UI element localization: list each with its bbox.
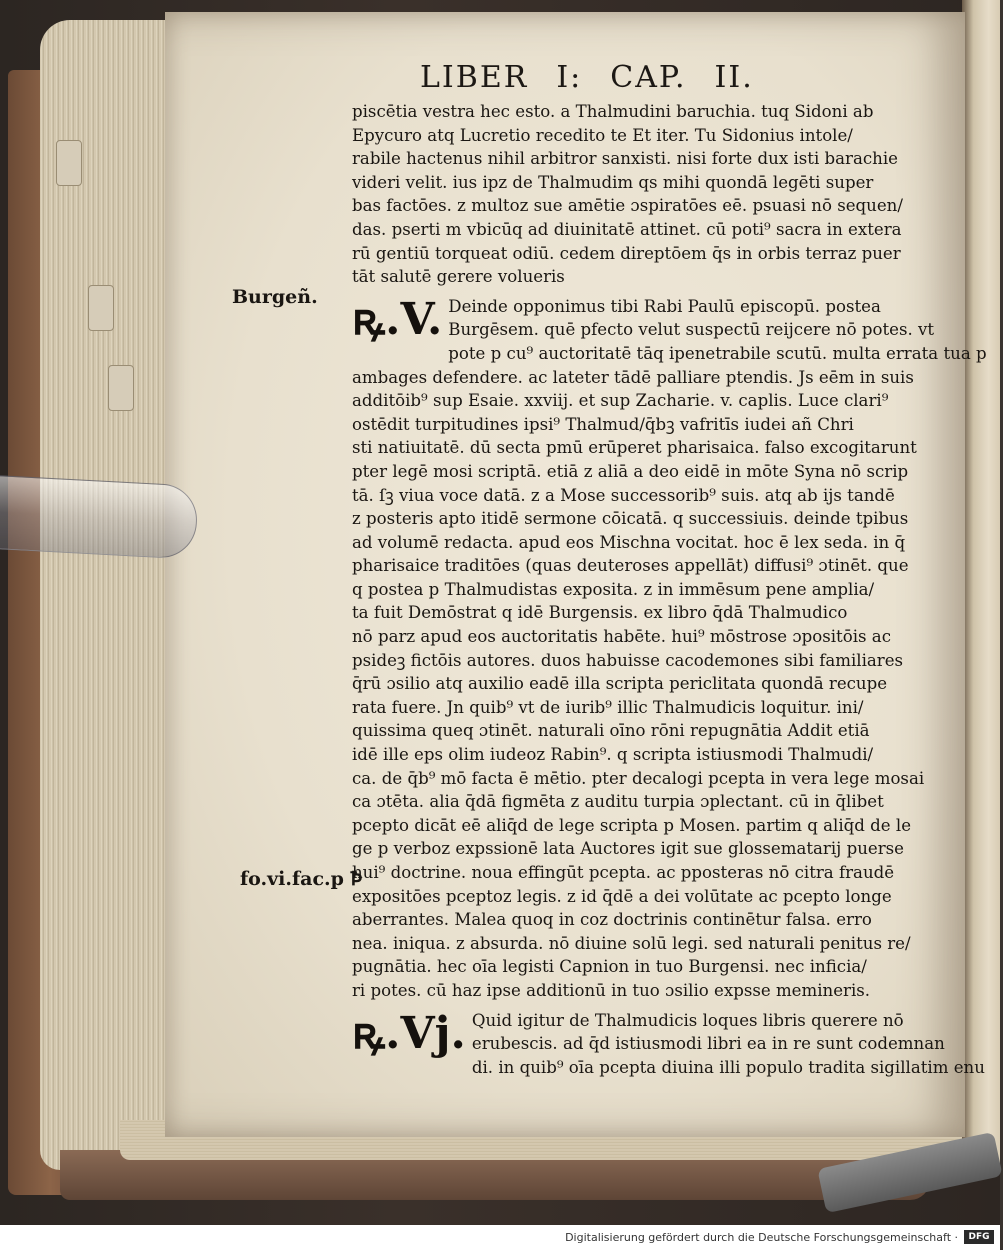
text-line: q postea p Thalmudistas exposita. z in immēsum pene amplia/	[352, 579, 875, 599]
text-line: ad volumē redacta. apud eos Mischna vocitat. hoc ē lex seda. in q̄	[352, 532, 906, 552]
text-line: psideꝫ fictōis autores. duos habuisse cacodemones sibi familiares	[352, 650, 904, 670]
text-line: nea. iniqua. z absurda. nō diuine solū legi. sed naturali penitus re/	[352, 933, 911, 953]
text-line: das. pserti m vbicūq ad diuinitatē attinet. cū poti⁹ sacra in extera	[352, 219, 902, 239]
text-line: videri velit. ius ipz de Thalmudim qs mihi quondā legēti super	[352, 172, 874, 192]
text-line: ostēdit turpitudines ipsi⁹ Thalmud/q̄bꝫ vafritīs iudei añ Chri	[352, 414, 854, 434]
text-line: ri potes. cū haz ipse additionū in tuo ɔsilio expsse memineris.	[352, 980, 871, 1000]
text-line: bas factōes. z multoz sue amētie ɔspiratōes eē. psuasi nō sequen/	[352, 196, 903, 216]
text-line: ta fuit Demōstrat q idē Burgensis. ex libro q̄dā Thalmudico	[352, 603, 848, 623]
dfg-logo: DFG	[964, 1230, 994, 1244]
page-tab	[88, 285, 114, 331]
text-line: q̄rū ɔsilio atq auxilio eadē illa scripta periclitata quondā recupe	[352, 674, 888, 694]
margin-note-folio: fo.vi.fac.p Ꝥ	[240, 868, 363, 890]
running-head	[420, 60, 782, 95]
text-line: rū gentiū torqueat odiū. cedem direptōem q̄s in orbis terraz puer	[352, 243, 901, 263]
running-head-cap: CAP.	[610, 60, 687, 95]
margin-note-burgen: Burgeñ.	[232, 286, 318, 308]
section-vi-initial: ꝶ.Vj.	[352, 1007, 466, 1059]
text-line: tāt salutē gerere volueris	[352, 267, 565, 287]
text-line: ca ɔtēta. alia q̄dā figmēta z auditu turpia ɔplectant. cū in q̄libet	[352, 792, 884, 812]
page-tab	[108, 365, 134, 411]
text-line: tā. ſꝫ viua voce datā. z a Mose successorib⁹ suis. atq ab ijs tandē	[352, 485, 895, 505]
text-line: expositōes pceptoz legis. z id q̄dē a dei volūtate ac pcepto longe	[352, 886, 892, 906]
text-line: quissima queq ɔtinēt. naturali oīno rōni repugnātia Addit etiā	[352, 721, 870, 741]
text-line: piscētia vestra hec esto. a Thalmudini baruchia. tuq Sidoni ab	[352, 102, 874, 121]
text-line: pote p cu⁹ auctoritatē tāq ipenetrabile scutū. multa errata tua p	[448, 343, 987, 363]
text-line: sti natiuitatē. dū secta pmū erūperet pharisaica. falso excogitarunt	[352, 438, 917, 458]
section-vi	[352, 1007, 985, 1080]
intro-paragraph	[352, 100, 903, 289]
text-line: ca. de q̄b⁹ mō facta ē mētio. pter decalogi pcepta in vera lege mosai	[352, 768, 925, 788]
text-line: Epycuro atq Lucretio recedito te Et iter. Tu Sidonius intole/	[352, 125, 853, 145]
text-line: pugnātia. hec oīa legisti Capnion in tuo Burgensi. nec inficia/	[352, 957, 867, 977]
running-head-liber-num: I:	[556, 60, 583, 95]
glass-weight	[0, 474, 199, 559]
text-line: Deinde opponimus tibi Rabi Paulū episcopū. postea	[448, 296, 881, 316]
text-line: erubescis. ad q̄d istiusmodi libri ea in re sunt codemnan	[471, 1034, 945, 1054]
text-line: rata fuere. Jn quib⁹ vt de iurib⁹ illic Thalmudicis loquitur. ini/	[352, 697, 864, 717]
page-tab	[56, 140, 82, 186]
text-block	[352, 100, 987, 1079]
section-v	[352, 293, 987, 1003]
footer-credit: Digitalisierung gefördert durch die Deutsche Forschungsgemeinschaft ·	[565, 1231, 958, 1244]
text-line: pcepto dicāt eē aliq̄d de lege scripta p Mosen. partim q aliq̄d de le	[352, 815, 912, 835]
section-v-text	[352, 295, 987, 1003]
text-line: pter legē mosi scriptā. etiā z aliā a deo eidē in mōte Syna nō scrip	[352, 461, 909, 481]
facing-page-edge	[962, 0, 1000, 1170]
text-line: pharisaice traditōes (quas deuteroses appellāt) diffusi⁹ ɔtinēt. que	[352, 556, 909, 576]
text-line: hui⁹ doctrine. noua effingūt pcepta. ac pposteras nō citra fraudē	[352, 863, 895, 882]
section-v-initial: ꝶ.V.	[352, 293, 443, 345]
text-line: nō parz apud eos auctoritatis habēte. hui⁹ mōstrose ɔpositōis ac	[352, 627, 891, 647]
text-line: ambages defendere. ac lateter tādē palliare ptendis. Js eēm in suis	[352, 367, 914, 387]
text-line: ge p verboz expssionē lata Auctores igit sue glossematarij puerse	[352, 839, 904, 859]
text-line: additōib⁹ sup Esaie. xxviij. et sup Zacharie. v. caplis. Luce clari⁹	[352, 391, 889, 411]
text-line: Quid igitur de Thalmudicis loques libris querere nō	[471, 1010, 904, 1030]
footer-bar	[0, 1225, 1000, 1250]
text-line: rabile hactenus nihil arbitror sanxisti. nisi forte dux isti barachie	[352, 149, 898, 169]
text-line: idē ille eps olim iudeoz Rabin⁹. q scripta istiusmodi Thalmudi/	[352, 745, 874, 765]
text-line: Burgēsem. quē pfecto velut suspectū reijcere nō potes. vt	[448, 320, 935, 340]
text-line: z posteris apto itidē sermone cōicatā. q successiuis. deinde tpibus	[352, 509, 909, 529]
running-head-liber: LIBER	[420, 60, 529, 95]
text-line: di. in quib⁹ oīa pcepta diuina illi populo tradita sigillatim enu	[471, 1057, 985, 1077]
running-head-cap-num: II.	[714, 60, 754, 95]
text-line: aberrantes. Malea quoq in coz doctrinis continētur falsa. erro	[352, 910, 872, 930]
